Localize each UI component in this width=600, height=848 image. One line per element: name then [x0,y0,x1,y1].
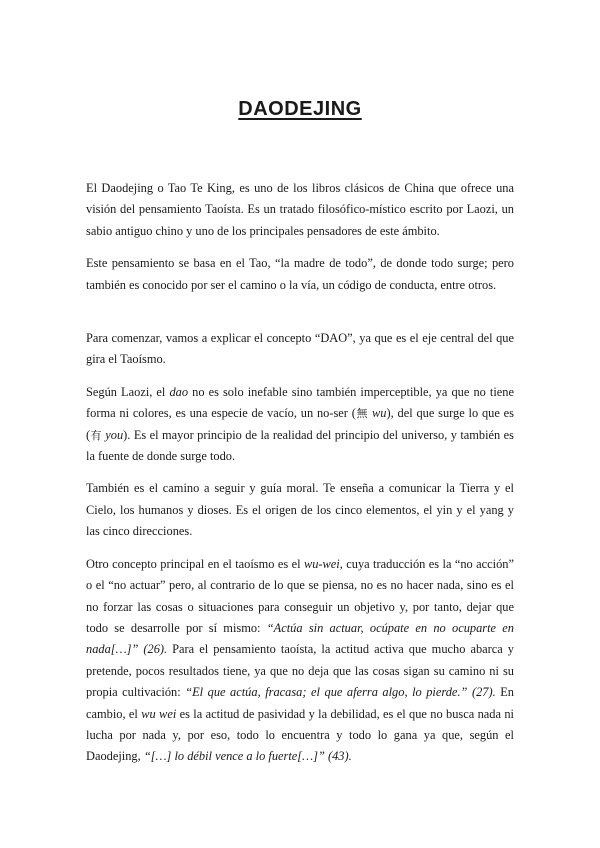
term-you: you [105,427,124,442]
document-title: DAODEJING [238,98,362,120]
text-run: Según Laozi, el [86,384,170,399]
term-wu-wei-2: wu wei [141,706,177,721]
document-body [86,178,514,779]
text-run: , cuya traducción es la “no acción” o el “no actuar” pero, al contrario de lo que se piensa, no es no hacer nada, sino es el no forzar las cosas o situaciones para conseguir un objetivo y, por tanto, dejar que todo se desarrolle por sí mismo: [86,556,514,635]
term-wu: wu [372,406,387,421]
text-run: En cambio, el [86,685,514,721]
quote-27: “El que actúa, fracasa; el que aferra algo, lo pierde.” (27). [185,685,496,700]
text-run: Otro concepto principal en el taoísmo es el [86,556,304,571]
chinese-char-wu: 無 [355,407,369,421]
paragraph-wu-wei [86,554,514,768]
text-run: no es solo inefable sino también imperceptible, ya que no tiene forma ni colores, es una especie de vacío, un no-ser ( [86,384,514,421]
paragraph-moral-guide: También es el camino a seguir y guía moral. Te enseña a comunicar la Tierra y el Cielo, los humanos y dioses. Es el origen de los cinco elementos, el yin y el yang y las cinco direcciones. [86,481,514,539]
term-dao: dao [169,384,189,399]
quote-26: “Actúa sin actuar, ocúpate en no ocuparte en nada[…]” (26). [86,620,515,657]
text-run: Para el pensamiento taoísta, la actitud activa que mucho abarca y pretende, pocos resultados tiene, ya que no deja que las cosas sigan su camino ni su propia cultivación: [86,642,515,700]
quote-43: “[…] lo débil vence a lo fuerte[…]” (43). [143,749,352,764]
chinese-char-you: 有 [90,428,102,442]
paragraph-intro: El Daodejing o Tao Te King, es uno de los libros clásicos de China que ofrece una visión del pensamiento Taoísta. Es un tratado filosófico-místico escrito por Laozi, un sabio antiguo chino y uno de los principales pensadores de este ámbito. [86,181,514,238]
text-run: ), del que surge lo que es ( [86,406,514,442]
paragraph-dao-concept: Para comenzar, vamos a explicar el concepto “DAO”, ya que es el eje central del que gira el Taoísmo. [86,331,514,367]
text-run: es la actitud de pasividad y la debilidad, es el que no busca nada ni lucha por nada y, por eso, todo lo encuentra y todo lo gana ya que, según el Daodejing, [86,706,514,764]
text-run: ). Es el mayor principio de la realidad del principio del universo, y también es la fuente de donde surge todo. [86,427,515,464]
paragraph-laozi [86,382,514,468]
term-wu-wei: wu-wei [303,556,340,571]
paragraph-tao: Este pensamiento se basa en el Tao, “la madre de todo”, de donde todo surge; pero también es conocido por ser el camino o la vía, un código de conducta, entre otros. [86,256,514,292]
